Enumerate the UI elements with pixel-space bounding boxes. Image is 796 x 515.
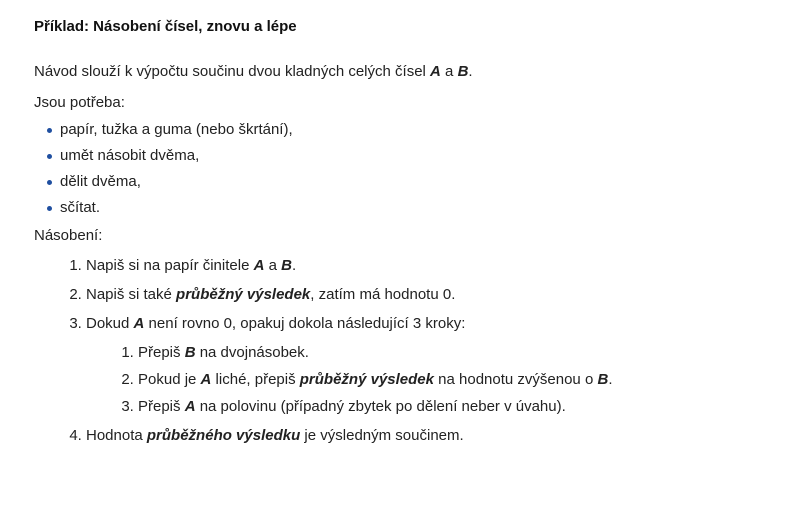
var-a: A <box>430 63 441 80</box>
var-a: A <box>200 371 212 388</box>
running-result-term: průběžný výsledek <box>299 371 434 388</box>
var-a: A <box>133 315 145 332</box>
step-text: Napiš si také <box>86 286 177 303</box>
substep-item <box>138 366 796 393</box>
step-text: Hodnota <box>86 427 147 444</box>
step-text: . <box>291 257 297 274</box>
intro-paragraph <box>34 62 796 82</box>
step-text: liché, přepiš <box>211 371 300 388</box>
step-text: a <box>264 257 282 274</box>
substep-item <box>138 339 796 366</box>
step-text: na dvojnásobek. <box>195 344 309 361</box>
substeps-list <box>86 339 796 420</box>
step-text: . <box>608 371 613 388</box>
var-a: A <box>184 398 196 415</box>
var-b: B <box>457 63 469 80</box>
step-item <box>86 309 796 420</box>
step-text: Dokud <box>86 315 134 332</box>
multiplication-label: Násobení: <box>34 227 103 244</box>
intro-text: a <box>440 63 458 80</box>
needs-item: papír, tužka a guma (nebo škrtání), <box>47 117 796 143</box>
running-result-term: průběžný výsledek <box>176 286 311 303</box>
intro-text: . <box>468 63 473 80</box>
needs-item: dělit dvěma, <box>47 169 796 195</box>
var-b: B <box>597 371 609 388</box>
needs-item: umět násobit dvěma, <box>47 143 796 169</box>
step-text: Napiš si na papír činitele <box>86 257 254 274</box>
var-b: B <box>184 344 196 361</box>
var-b: B <box>281 257 292 274</box>
intro-text: Návod slouží k výpočtu součinu dvou kladných celých čísel <box>34 63 431 80</box>
step-item <box>86 280 796 309</box>
step-text: Přepiš <box>138 344 185 361</box>
needs-item: sčítat. <box>47 195 796 221</box>
running-result-term: průběžného výsledku <box>146 427 301 444</box>
step-item <box>86 421 796 450</box>
needs-list <box>34 117 796 221</box>
step-item <box>86 251 796 280</box>
substep-item <box>138 393 796 420</box>
needs-label: Jsou potřeba: <box>34 94 125 111</box>
step-text: Pokud je <box>138 371 201 388</box>
step-text: na hodnotu zvýšenou o <box>434 371 598 388</box>
var-a: A <box>253 257 265 274</box>
steps-list <box>34 251 796 450</box>
step-text: není rovno 0, opakuj dokola následující 3 kroky: <box>144 315 466 332</box>
step-text: na polovinu (případný zbytek po dělení neber v úvahu). <box>195 398 566 415</box>
step-text: , zatím má hodnotu 0. <box>310 286 456 303</box>
step-text: je výsledným součinem. <box>300 427 464 444</box>
step-text: Přepiš <box>138 398 185 415</box>
page-title: Příklad: Násobení čísel, znovu a lépe <box>34 18 297 35</box>
